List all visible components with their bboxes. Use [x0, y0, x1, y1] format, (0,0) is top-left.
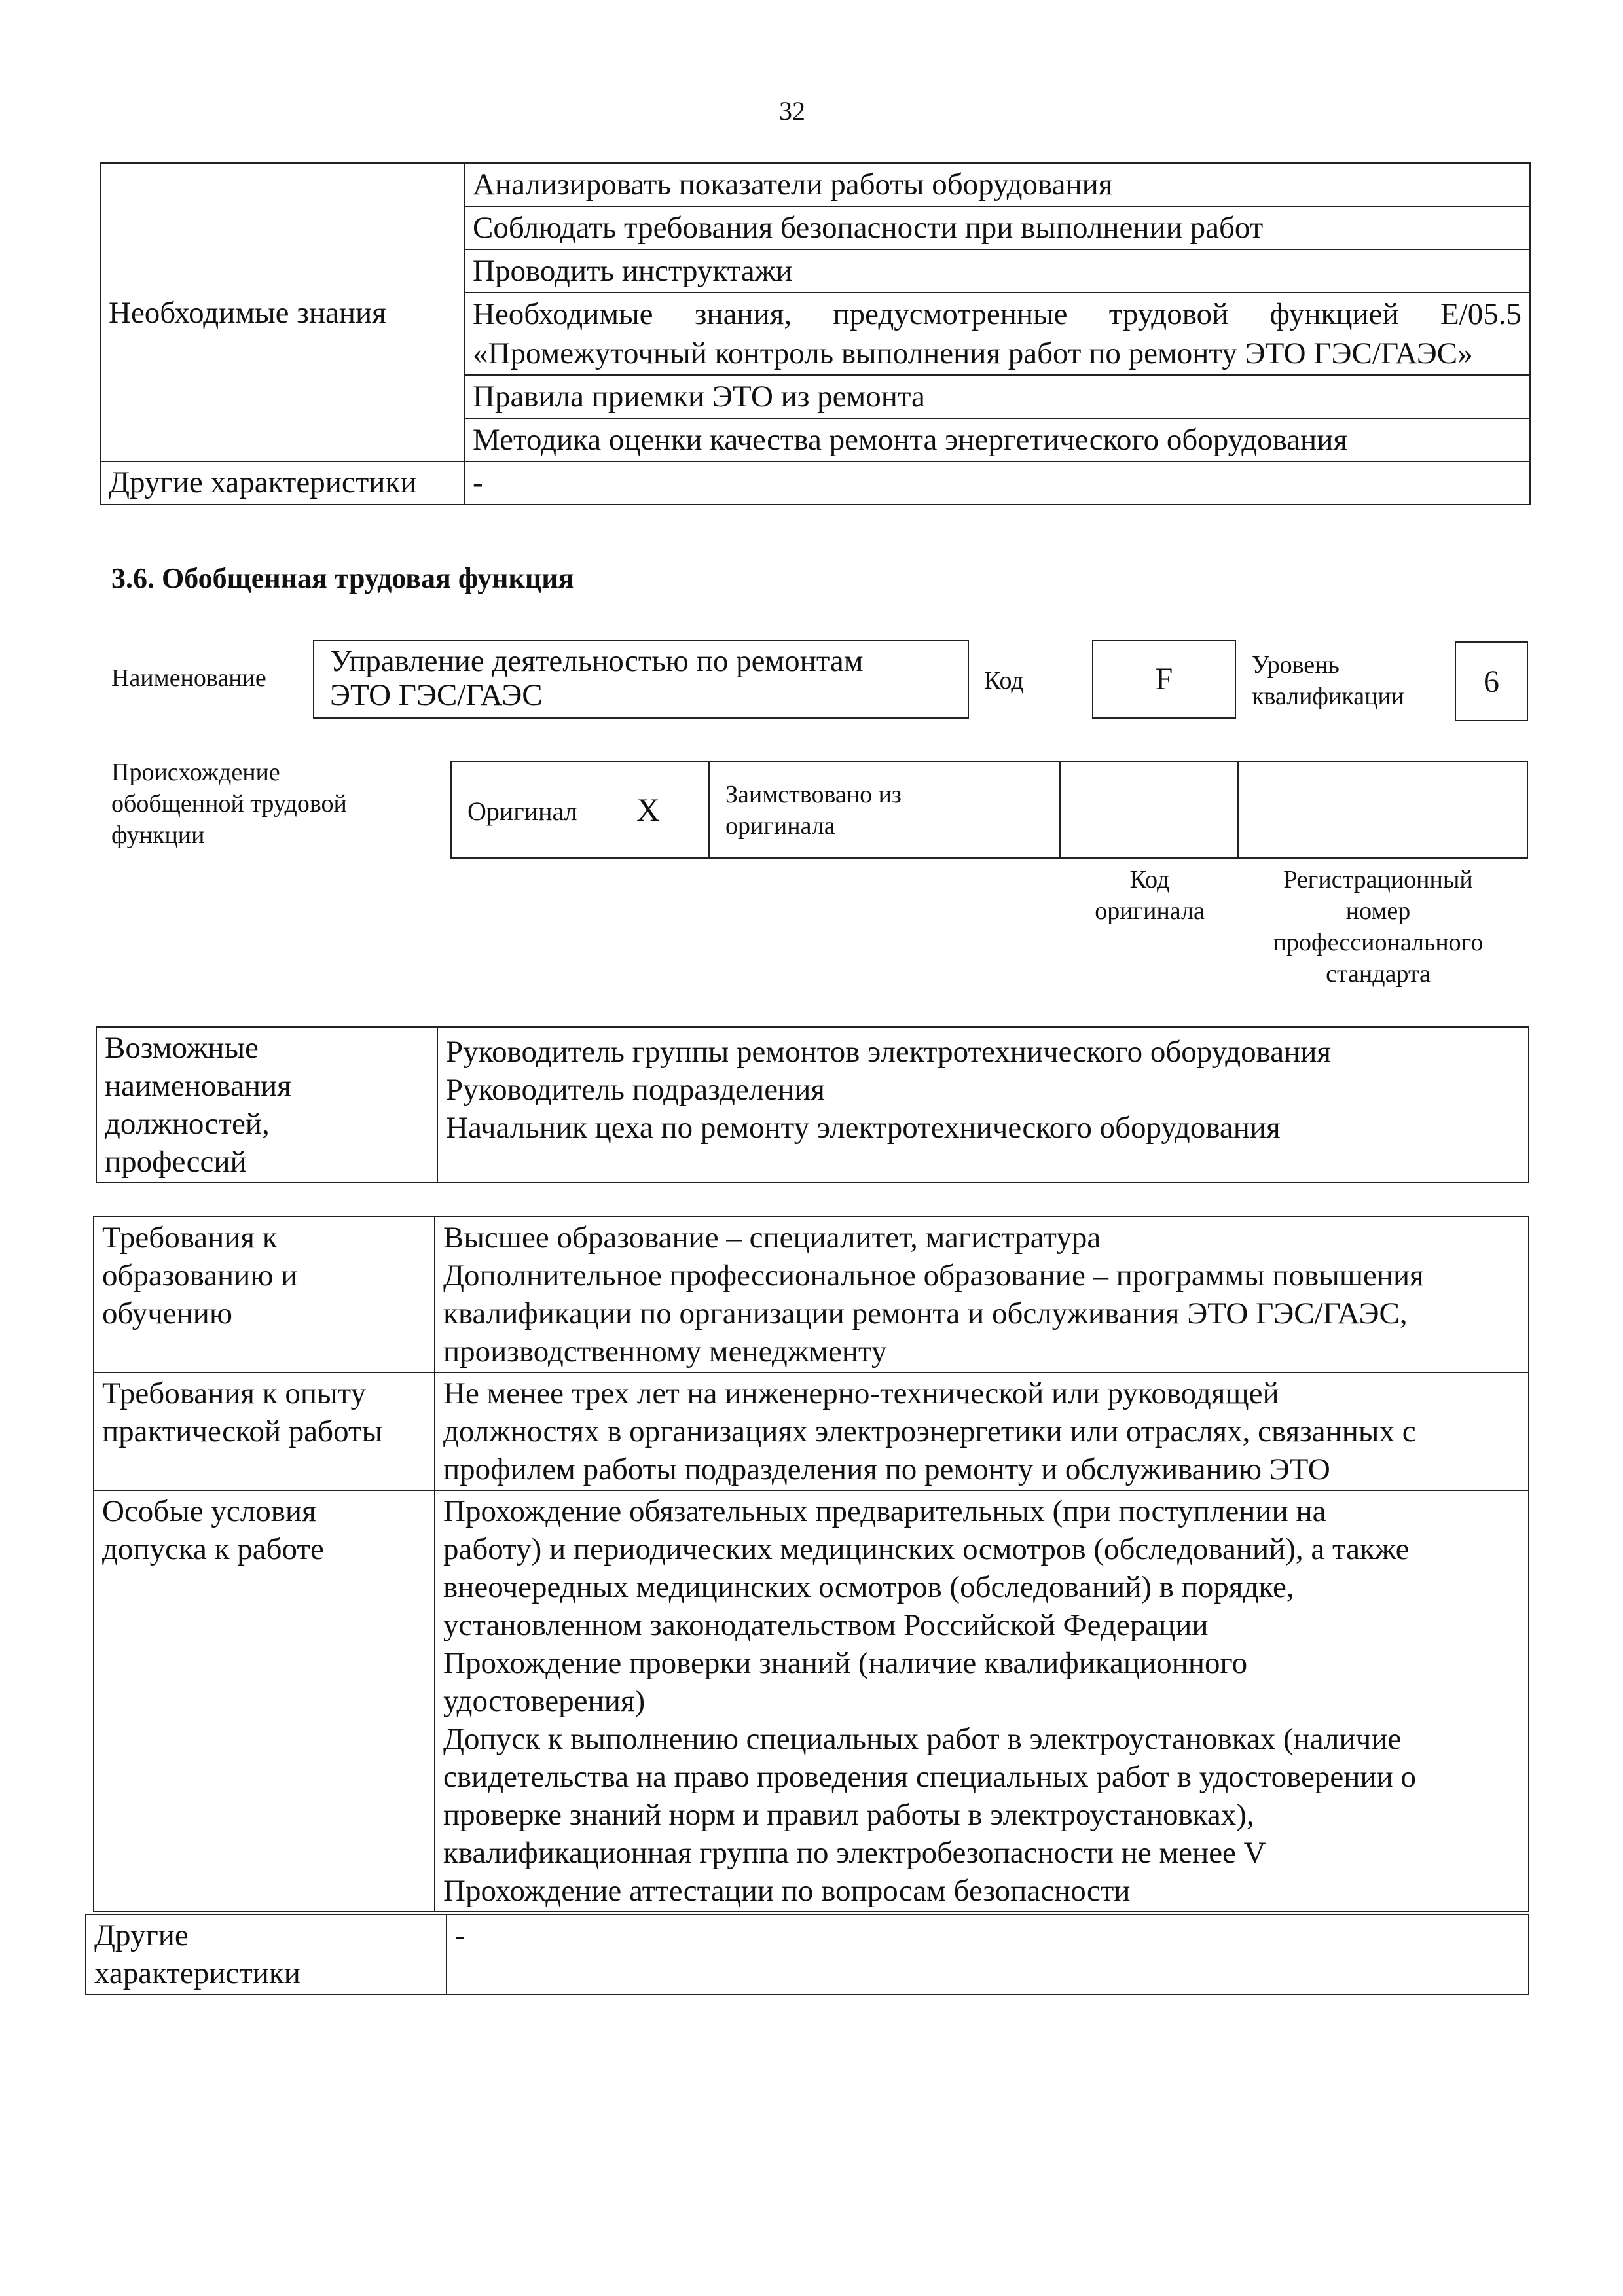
reg-number-caption: стандарта — [1326, 960, 1431, 988]
borrowed-label: оригинала — [725, 812, 835, 840]
skill-line: Соблюдать требования безопасности при выполнении работ — [465, 207, 1529, 250]
code-label: Код — [984, 667, 1024, 694]
knowledge-label: Необходимые знания — [100, 293, 464, 461]
level-label: квалификации — [1252, 683, 1405, 710]
skill-line: Анализировать показатели работы оборудования — [465, 164, 1529, 207]
code-value: F — [1155, 662, 1173, 696]
experience-value: Не менее трех лет на инженерно-технической или руководящей должностях в организациях электроэнергетики или отраслях, связанных с профилем работы подразделения по ремонту и обслуживанию ЭТО — [435, 1372, 1529, 1490]
reg-number-caption: Регистрационный — [1283, 866, 1473, 893]
level-value: 6 — [1484, 664, 1499, 699]
name-label: Наименование — [111, 664, 266, 692]
requirements-table — [93, 1216, 1529, 1912]
knowledge-line: Правила приемки ЭТО из ремонта — [465, 376, 1529, 419]
position-item: Начальник цеха по ремонту электротехнического оборудования — [446, 1111, 1281, 1145]
borrowed-label: Заимствовано из — [725, 781, 902, 808]
special-conditions-label: Особые условия допуска к работе — [94, 1490, 435, 1912]
origin-label: обобщенной трудовой — [111, 790, 347, 817]
table-row — [86, 1914, 1529, 1994]
code-original-caption: Код — [1129, 866, 1170, 893]
name-value-line: ЭТО ГЭС/ГАЭС — [330, 678, 543, 712]
other-characteristics-label: Другие характеристики — [100, 461, 464, 505]
table-row — [94, 1217, 1529, 1372]
knowledge-line: Методика оценки качества ремонта энергетического оборудования — [473, 423, 1347, 457]
special-conditions-value: Прохождение обязательных предварительных (при поступлении на работу) и периодических медицинских осмотров (обследований), а также внеочередных медицинских осмотров (обследований) в порядке, установленном законодательством Российской Федерации Прохождение проверки знаний (наличие квалификационного удостоверения) Допуск к выполнению специальных работ в электроустановках (наличие свидетельства на право проведения специальных работ в удостоверении о проверке знаний норм и правил работы в электроустановках), квалификационная группа по электробезопасности не менее V Прохождение аттестации по вопросам безопасности — [435, 1490, 1529, 1912]
page-number: 32 — [779, 96, 805, 126]
other-characteristics-value: - — [464, 461, 1530, 505]
table-row — [94, 1490, 1529, 1912]
original-mark: X — [636, 791, 661, 828]
positions-label: Возможные наименования должностей, профессий — [96, 1027, 437, 1183]
level-label: Уровень — [1252, 651, 1340, 679]
origin-table — [450, 761, 1528, 859]
original-label: Оригинал — [467, 797, 577, 826]
top-table-label — [100, 163, 464, 293]
section-heading: 3.6. Обобщенная трудовая функция — [111, 562, 574, 594]
top-table — [100, 162, 1531, 505]
skill-line: Проводить инструктажи — [473, 254, 793, 288]
position-item: Руководитель группы ремонтов электротехнического оборудования — [446, 1035, 1331, 1069]
origin-label: функции — [111, 821, 205, 849]
level-value-box — [1455, 641, 1528, 721]
knowledge-line: Необходимые знания, предусмотренные трудовой функцией Е/05.5 «Промежуточный контроль выполнения работ по ремонту ЭТО ГЭС/ГАЭС» — [465, 293, 1529, 376]
positions-value — [437, 1027, 1529, 1183]
reg-number-caption: номер — [1345, 897, 1411, 925]
name-value-box — [313, 640, 969, 719]
experience-label: Требования к опыту практической работы — [94, 1372, 435, 1490]
position-item: Руководитель подразделения — [446, 1073, 826, 1107]
name-value-line: Управление деятельностью по ремонтам — [330, 644, 864, 678]
code-original-caption: оригинала — [1095, 897, 1205, 925]
reg-number-caption: профессионального — [1273, 929, 1484, 956]
other-characteristics-value: - — [447, 1914, 1529, 1994]
origin-label: Происхождение — [111, 759, 280, 786]
positions-table — [96, 1026, 1529, 1183]
other-characteristics-table — [85, 1914, 1529, 1995]
table-row — [94, 1372, 1529, 1490]
knowledge-value — [464, 293, 1530, 461]
code-value-box — [1092, 640, 1236, 719]
other-characteristics-label: Другие характеристики — [86, 1914, 447, 1994]
education-value: Высшее образование – специалитет, магистратура Дополнительное профессиональное образование – программы повышения квалификации по организации ремонта и обслуживания ЭТО ГЭС/ГАЭС, производственному менеджменту — [435, 1217, 1529, 1372]
education-label: Требования к образованию и обучению — [94, 1217, 435, 1372]
top-table-value — [464, 163, 1530, 293]
